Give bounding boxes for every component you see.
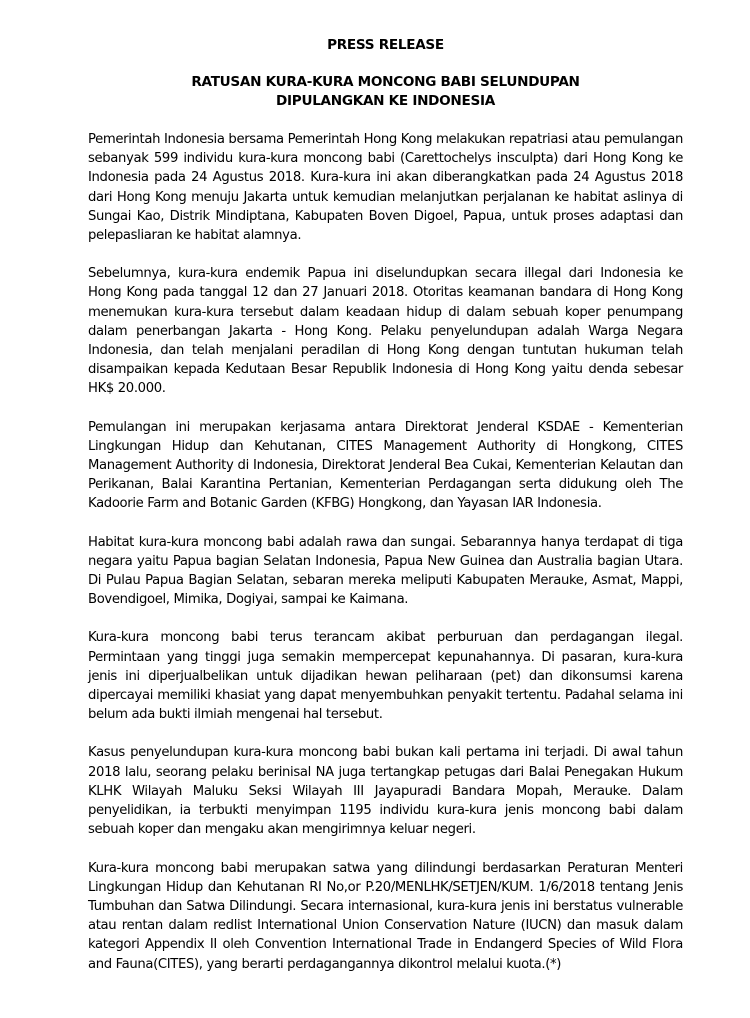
paragraph-protection-status: Kura-kura moncong babi merupakan satwa yang dilindungi berdasarkan Peraturan Menteri Lingkungan Hidup dan Kehutanan RI No,or P.20/MENLHK/SETJEN/KUM. 1/6/2018 tentang Jenis Tumbuhan dan Satwa Dilindungi. Secara internasional, kura-kura jenis ini berstatus vulnerable atau rentan dalam redlist International Union Conservation Nature (IUCN) dan masuk dalam kategori Appendix II oleh Convention International Trade in Endangerd Species of Wild Flora and Fauna(CITES), yang berarti perdagangannya dikontrol melalui kuota.(*) bbox=[88, 860, 683, 972]
paragraph-cooperation: Pemulangan ini merupakan kerjasama antara Direktorat Jenderal KSDAE - Kementerian Lingkungan Hidup dan Kehutanan, CITES Management Authority di Hongkong, CITES Management Authority di Indonesia, Direktorat Jenderal Bea Cukai, Kementerian Kelautan dan Perikanan, Balai Karantina Pertanian, Kementerian Perdagangan serta didukung oleh The Kadoorie Farm and Botanic Garden (KFBG) Hongkong, dan Yayasan IAR Indonesia. bbox=[88, 419, 683, 512]
paragraph-previous-case: Kasus penyelundupan kura-kura moncong babi bukan kali pertama ini terjadi. Di awal tahun 2018 lalu, seorang pelaku berinisal NA juga tertangkap petugas dari Balai Penegakan Hukum KLHK Wilayah Maluku Seksi Wilayah III Jayapuradi Bandara Mopah, Merauke. Dalam penyelidikan, ia terbukti menyimpan 1195 individu kura-kura jenis moncong babi dalam sebuah koper dan mengaku akan mengirimnya keluar negeri. bbox=[88, 745, 683, 838]
document-label: PRESS RELEASE bbox=[327, 37, 444, 53]
paragraph-threats: Kura-kura moncong babi terus terancam akibat perburuan dan perdagangan ilegal. Permintaan yang tinggi juga semakin mempercepat kepunahannya. Di pasaran, kura-kura jenis ini diperjualbelikan untuk dijadikan hewan peliharaan (pet) dan dikonsumsi karena dipercayai memiliki khasiat yang dapat menyembuhkan penyakit tertentu. Padahal selama ini belum ada bukti ilmiah mengenai hal tersebut. bbox=[88, 630, 683, 723]
paragraph-smuggling: Sebelumnya, kura-kura endemik Papua ini diselundupkan secara illegal dari Indonesia ke Hong Kong pada tanggal 12 dan 27 Januari 2018. Otoritas keamanan bandara di Hong Kong menemukan kura-kura tersebut dalam keadaan hidup di dalam sebuah koper penumpang dalam penerbangan Jakarta - Hong Kong. Pelaku penyelundupan adalah Warga Negara Indonesia, dan telah menjalani peradilan di Hong Kong dengan tuntutan hukuman telah disampaikan kepada Kedutaan Besar Republik Indonesia di Hong Kong yaitu denda sebesar HK$ 20.000. bbox=[88, 266, 683, 397]
body-text bbox=[88, 130, 683, 974]
title-line-1: RATUSAN KURA-KURA MONCONG BABI SELUNDUPAN bbox=[191, 74, 580, 90]
paragraph-repatriation: Pemerintah Indonesia bersama Pemerintah Hong Kong melakukan repatriasi atau pemulangan sebanyak 599 individu kura-kura moncong babi (Carettochelys insculpta) dari Hong Kong ke Indonesia pada 24 Agustus 2018. Kura-kura ini akan diberangkatkan pada 24 Agustus 2018 dari Hong Kong menuju Jakarta untuk kemudian melanjutkan perjalanan ke habitat aslinya di Sungai Kao, Distrik Mindiptana, Kabupaten Boven Digoel, Papua, untuk proses adaptasi dan pelepasliaran ke habitat alamnya. bbox=[88, 132, 683, 244]
press-release-page bbox=[88, 36, 683, 993]
paragraph-habitat: Habitat kura-kura moncong babi adalah rawa dan sungai. Sebarannya hanya terdapat di tiga negara yaitu Papua bagian Selatan Indonesia, Papua New Guinea dan Australia bagian Utara. Di Pulau Papua Bagian Selatan, sebaran mereka meliputi Kabupaten Merauke, Asmat, Mappi, Bovendigoel, Mimika, Dogiyai, sampai ke Kaimana. bbox=[88, 534, 683, 608]
title-line-2: DIPULANGKAN KE INDONESIA bbox=[276, 93, 495, 109]
document-title bbox=[88, 73, 683, 111]
